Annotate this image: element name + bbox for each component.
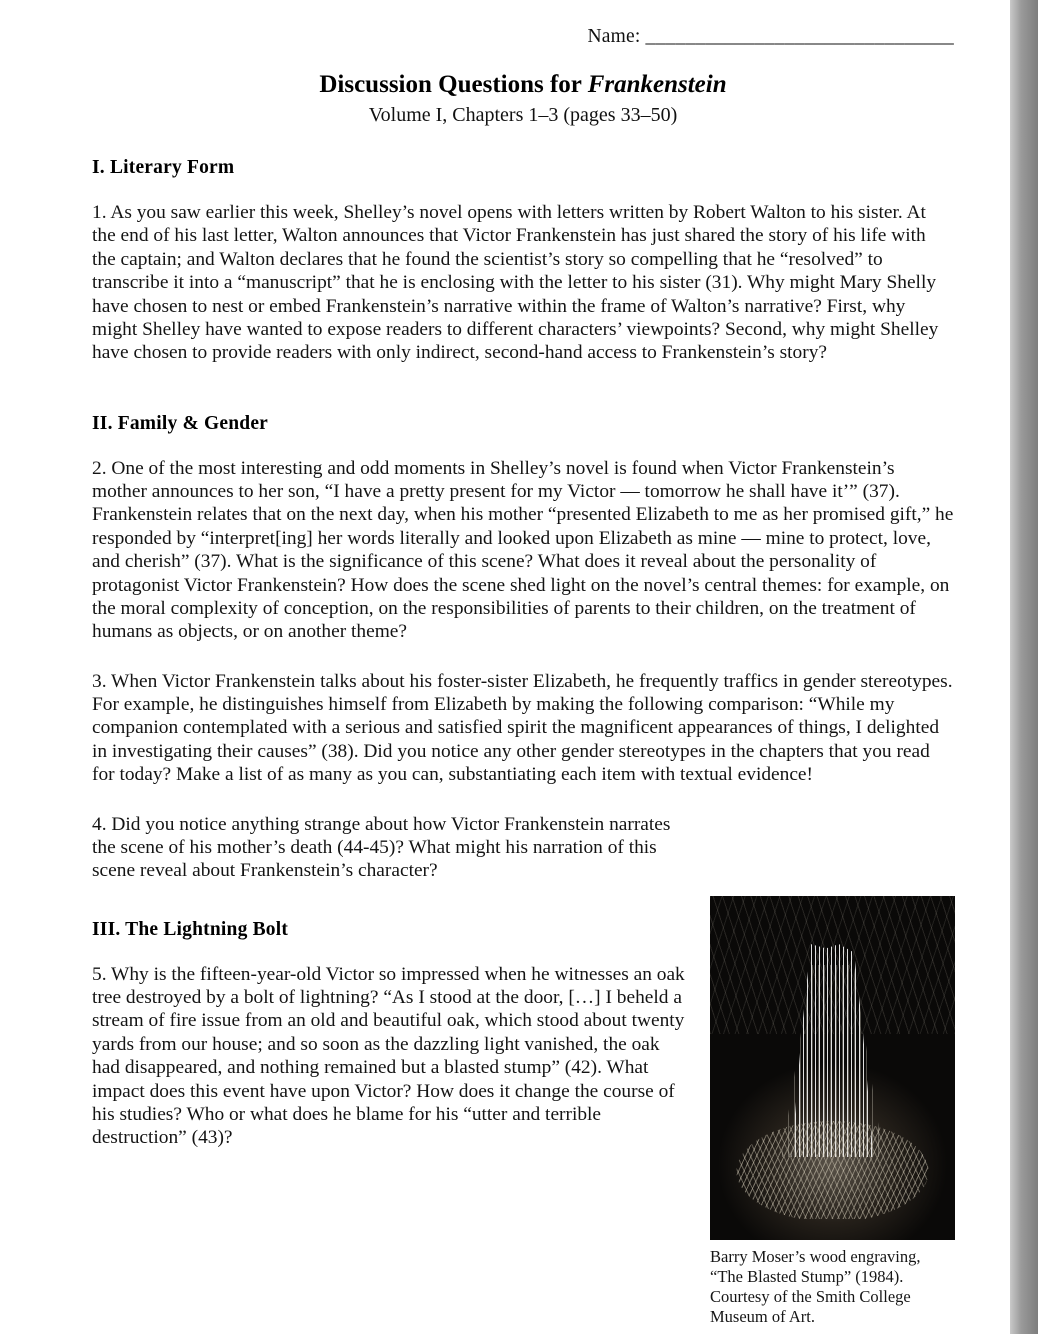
- section-heading-family-gender: II. Family & Gender: [92, 412, 269, 434]
- question-2: 2. One of the most interesting and odd moments in Shelley’s novel is found when Victor Frankenstein’s mother announces to her son, “I have a pretty present for my Victor — tomorrow he shall have it’” (37). Frankenstein relates that on the next day, when his mother “presented Elizabeth to me as her promised gift,” he responded by “interpret[ing] her words literally and looked upon Elizabeth as mine — mine to protect, love, and cherish” (37). What is the significance of this scene? What does it reveal about the personality of protagonist Victor Frankenstein? How does the scene shed light on the novel’s central themes: for example, on the moral complexity of conception, on the responsibilities of parents to their children, on the treatment of humans as objects, or on another theme?: [92, 457, 954, 643]
- blasted-stump-image: [710, 896, 955, 1240]
- page-title-text: Discussion Questions for: [319, 71, 588, 98]
- question-5: 5. Why is the fifteen-year-old Victor so impressed when he witnesses an oak tree destroyed by a bolt of lightning? “As I stood at the door, […] I beheld a stream of fire issue from an old and beautiful oak, which stood about twenty yards from our house; and so soon as the dazzling light vanished, the oak had disappeared, and nothing remained but a blasted stump” (42). What impact does this event have upon Victor? How does it change the course of his studies? Who or what does he blame for his “utter and terrible destruction” (43)?: [92, 963, 685, 1149]
- name-field-line[interactable]: Name: _______________________________: [587, 26, 954, 47]
- question-3: 3. When Victor Frankenstein talks about his foster-sister Elizabeth, he frequently traffics in gender stereotypes. For example, he distinguishes himself from Elizabeth by making the following comparison: “While my companion contemplated with a serious and satisfied spirit the magnificent appearances of things, I delighted in investigating their causes” (38). Did you notice any other gender stereotypes in the chapters that you read for today? Make a list of as many as you can, substantiating each item with textual evidence!: [92, 670, 953, 786]
- page-subtitle: Volume I, Chapters 1–3 (pages 33–50): [368, 104, 678, 126]
- page-title: [92, 70, 954, 100]
- section-heading-literary-form: I. Literary Form: [92, 157, 235, 178]
- page-edge-shadow: [1010, 0, 1038, 1334]
- section-heading-lightning-bolt: III. The Lightning Bolt: [92, 918, 289, 940]
- figure-caption: Barry Moser’s wood engraving, “The Blasted Stump” (1984). Courtesy of the Smith College Museum of Art.: [710, 1247, 921, 1327]
- question-4: 4. Did you notice anything strange about how Victor Frankenstein narrates the scene of his mother’s death (44-45)? What might his narration of this scene reveal about Frankenstein’s character?: [92, 813, 671, 882]
- figure-blasted-stump: [710, 896, 955, 1328]
- question-1: 1. As you saw earlier this week, Shelley’s novel opens with letters written by Robert Walton to his sister. At the end of his last letter, Walton announces that Victor Frankenstein has just shared the story of his life with the captain; and Walton declares that he found the scientist’s story so compelling that he “resolved” to transcribe it into a “manuscript” that he is enclosing with the letter to his sister (31). Why might Mary Shelly have chosen to nest or embed Frankenstein’s narrative within the frame of Walton’s narrative? First, why might Shelley have wanted to expose readers to different characters’ viewpoints? Second, why might Shelley have chosen to provide readers with only indirect, second-hand access to Frankenstein’s story?: [92, 202, 939, 364]
- spacer: [92, 391, 954, 413]
- page-title-book-name: Frankenstein: [587, 71, 727, 98]
